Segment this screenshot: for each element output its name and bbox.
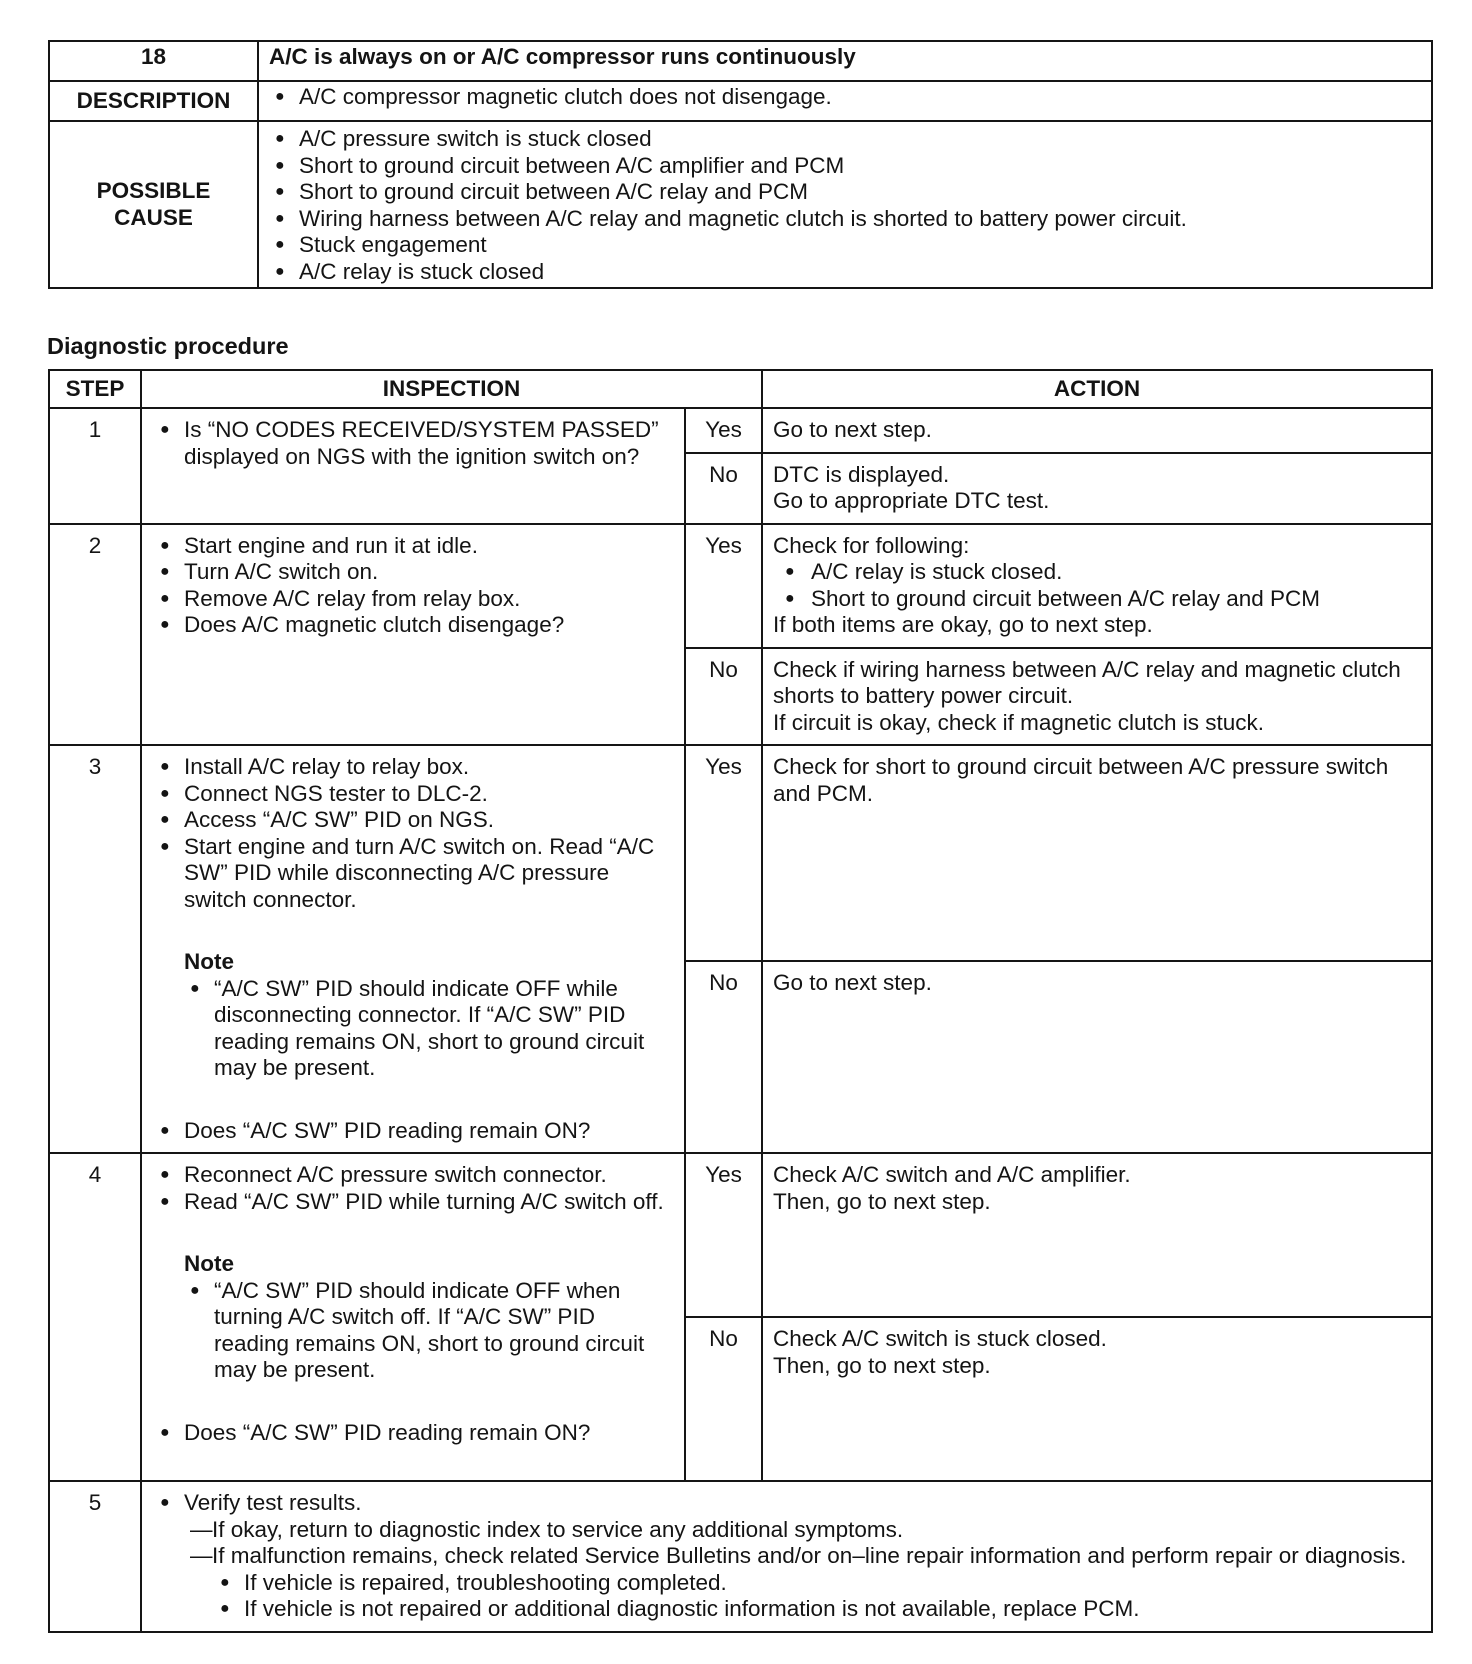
inspection-item: ● Does A/C magnetic clutch disengage? <box>154 612 674 639</box>
yes-label: Yes <box>685 524 762 648</box>
yes-label: Yes <box>685 408 762 453</box>
inspection-question: ● Does “A/C SW” PID reading remain ON? <box>154 1420 674 1447</box>
action-line: Check for following: <box>773 532 970 558</box>
step-inspection <box>141 408 685 524</box>
yes-label: Yes <box>685 1153 762 1317</box>
note-item: ● “A/C SW” PID should indicate OFF when turning A/C switch off. If “A/C SW” PID reading remains ON, short to ground circuit may be present. <box>184 1278 674 1384</box>
dash-text: If malfunction remains, check related Service Bulletins and/or on–line repair information and perform repair or diagnosis. <box>212 1543 1407 1568</box>
inspection-item: ● Reconnect A/C pressure switch connector. <box>154 1162 674 1189</box>
no-action <box>762 453 1432 524</box>
header-step: STEP <box>49 370 141 408</box>
cause-item: ● Short to ground circuit between A/C relay and PCM <box>269 179 1421 206</box>
dash-glyph: — <box>190 1516 213 1542</box>
no-action <box>762 648 1432 746</box>
step-number: 5 <box>49 1481 141 1632</box>
no-label: No <box>685 1317 762 1481</box>
step-inspection <box>141 1481 1432 1632</box>
action-line: Go to appropriate DTC test. <box>773 488 1050 513</box>
action-line: Then, go to next step. <box>773 1352 991 1378</box>
yes-action <box>762 408 1432 453</box>
possible-cause-cell <box>258 121 1432 288</box>
symptom-number: 18 <box>49 41 258 81</box>
action-line: If both items are okay, go to next step. <box>773 612 1153 637</box>
cause-item: ● Wiring harness between A/C relay and magnetic clutch is shorted to battery power circuit. <box>269 206 1421 233</box>
action-line: Check if wiring harness between A/C relay and magnetic clutch shorts to battery power circuit. <box>773 656 1401 708</box>
possible-cause-list <box>269 126 1421 285</box>
header-action: ACTION <box>762 370 1432 408</box>
inspection-item: ● Is “NO CODES RECEIVED/SYSTEM PASSED” displayed on NGS with the ignition switch on? <box>154 417 674 470</box>
inspection-item: ● Start engine and turn A/C switch on. Read “A/C SW” PID while disconnecting A/C pressure switch connector. <box>154 834 674 914</box>
cause-item: ● A/C pressure switch is stuck closed <box>269 126 1421 153</box>
step-inspection <box>141 745 685 1153</box>
step-number: 4 <box>49 1153 141 1481</box>
action-line: DTC is displayed. <box>773 461 950 487</box>
inspection-item: ● Install A/C relay to relay box. <box>154 754 674 781</box>
description-cell <box>258 81 1432 121</box>
action-line: Check A/C switch is stuck closed. <box>773 1326 1107 1351</box>
result-dash-item <box>154 1517 1421 1544</box>
note-item: ● “A/C SW” PID should indicate OFF while disconnecting connector. If “A/C SW” PID reading remains ON, short to ground circuit may be present. <box>184 976 674 1082</box>
inspection-item: ● Read “A/C SW” PID while turning A/C switch off. <box>154 1189 674 1216</box>
step-number: 3 <box>49 745 141 1153</box>
inspection-item: ● Connect NGS tester to DLC-2. <box>154 781 674 808</box>
possible-cause-label-line1: POSSIBLE <box>96 178 211 203</box>
summary-table <box>48 40 1433 289</box>
action-line: Go to next step. <box>773 417 932 442</box>
no-action <box>762 1317 1432 1481</box>
action-line: Go to next step. <box>773 970 932 995</box>
dash-glyph: — <box>190 1543 213 1568</box>
section-title: Diagnostic procedure <box>47 333 289 359</box>
action-bullet: ● Short to ground circuit between A/C relay and PCM <box>773 586 1421 613</box>
action-bullet: ● A/C relay is stuck closed. <box>773 559 1421 586</box>
action-line: Then, go to next step. <box>773 1188 991 1214</box>
inspection-item: ● Start engine and run it at idle. <box>154 533 674 560</box>
inspection-item: ● Remove A/C relay from relay box. <box>154 586 674 613</box>
description-item: ● A/C compressor magnetic clutch does not disengage. <box>269 84 1421 111</box>
inspection-item: ● Turn A/C switch on. <box>154 559 674 586</box>
procedure-table <box>48 369 1433 1633</box>
possible-cause-label-line2: CAUSE <box>114 204 193 230</box>
result-sub-bullet: ● If vehicle is not repaired or additional diagnostic information is not available, replace PCM. <box>154 1596 1421 1623</box>
no-label: No <box>685 961 762 1153</box>
result-dash-item <box>154 1543 1421 1570</box>
step-number: 2 <box>49 524 141 746</box>
yes-action <box>762 524 1432 648</box>
yes-action <box>762 1153 1432 1317</box>
yes-action <box>762 745 1432 961</box>
note-label: Note <box>184 1251 234 1276</box>
step-number: 1 <box>49 408 141 524</box>
action-line: If circuit is okay, check if magnetic clutch is stuck. <box>773 709 1264 735</box>
description-list <box>269 84 1421 111</box>
dash-text: If okay, return to diagnostic index to service any additional symptoms. <box>212 1516 904 1542</box>
inspection-item: ● Access “A/C SW” PID on NGS. <box>154 807 674 834</box>
action-line: Check for short to ground circuit between A/C pressure switch and PCM. <box>773 754 1389 806</box>
cause-item: ● A/C relay is stuck closed <box>269 259 1421 286</box>
description-label: DESCRIPTION <box>49 81 258 121</box>
header-inspection: INSPECTION <box>141 370 762 408</box>
inspection-question: ● Does “A/C SW” PID reading remain ON? <box>154 1118 674 1145</box>
result-sub-bullet: ● If vehicle is repaired, troubleshooting completed. <box>154 1570 1421 1597</box>
no-action <box>762 961 1432 1153</box>
symptom-title: A/C is always on or A/C compressor runs continuously <box>258 41 1432 81</box>
yes-label: Yes <box>685 745 762 961</box>
no-label: No <box>685 453 762 524</box>
possible-cause-label <box>49 121 258 288</box>
action-line: Check A/C switch and A/C amplifier. <box>773 1162 1131 1187</box>
step-inspection <box>141 524 685 746</box>
cause-item: ● Stuck engagement <box>269 232 1421 259</box>
note-label: Note <box>184 949 234 974</box>
inspection-item: ● Verify test results. <box>154 1490 1421 1517</box>
step-inspection <box>141 1153 685 1481</box>
no-label: No <box>685 648 762 746</box>
cause-item: ● Short to ground circuit between A/C amplifier and PCM <box>269 153 1421 180</box>
